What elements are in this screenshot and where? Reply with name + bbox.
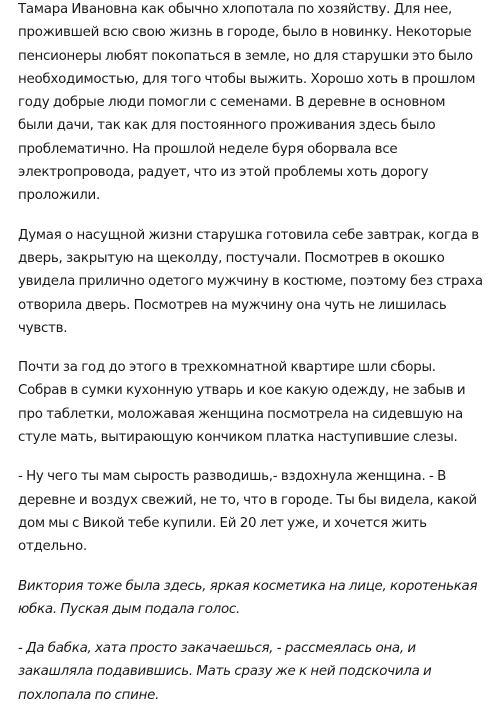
article-paragraph-3: Почти за год до этого в трехкомнатной квартире шли сборы. Собрав в сумки кухонную утварь и кое какую одежду, не забыв и про таблетки, моложавая женщина посмотрела на сидевшую на стуле мать, вытирающую кончиком платка наступившие слезы. (18, 360, 466, 446)
article-paragraph-6: - Да бабка, хата просто закачаешься, - рассмеялась она, и закашляла подавившись. Мать сразу же к ней подскочила и похлопала по спине. (18, 641, 432, 703)
article-paragraph-5: Виктория тоже была здесь, яркая косметика на лице, коротенькая юбка. Пуская дым подала голос. (18, 578, 478, 617)
article-paragraph-4: - Ну чего ты мам сырость разводишь,- вздохнула женщина. - В деревне и воздух свежий, не то, что в городе. Ты бы видела, какой дом мы с Викой тебе купили. Ей 20 лет уже, и хочется жить отдельно. (18, 469, 477, 555)
article-paragraph-2: Думая о насущной жизни старушка готовила себе завтрак, когда в дверь, закрытую на щеколду, постучали. Посмотрев в окошко увидела прилично одетого мужчину в костюме, поэтому без страха отворила дверь. Посмотрев на мужчину она чуть не лишилась чувств. (18, 227, 483, 336)
article-paragraph-1: Тамара Ивановна как обычно хлопотала по хозяйству. Для нее, прожившей всю свою жизнь в городе, было в новинку. Некоторые пенсионеры любят покопаться в земле, но для старушки это было необходимостью, для того чтобы выжить. Хорошо хоть в прошлом году добрые люди помогли с семенами. В деревне в основном были дачи, так как для постоянного проживания здесь было проблематично. На прошлой неделе буря оборвала все электропровода, радует, что из этой проблемы хоть дорогу проложили. (18, 2, 476, 204)
